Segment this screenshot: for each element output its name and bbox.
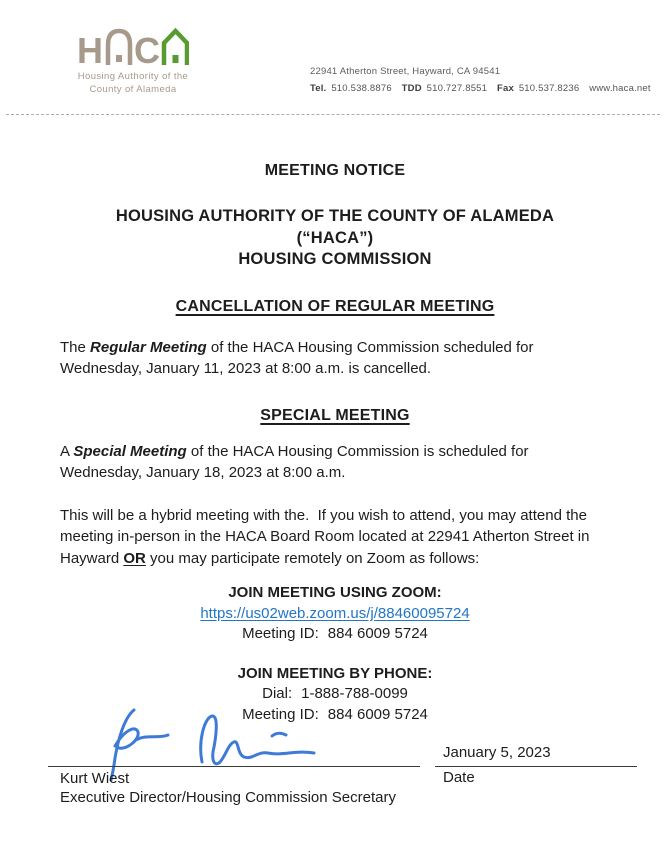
org-commission-line: HOUSING COMMISSION: [238, 250, 432, 268]
letterhead-contact: [310, 66, 651, 94]
cancellation-heading: CANCELLATION OF REGULAR MEETING: [175, 297, 495, 315]
org-abbrev-line: (“HACA”): [296, 228, 374, 247]
tel-number: 510.538.8876: [331, 83, 392, 94]
date-label: Date: [443, 769, 475, 786]
meeting-id-value: 884 6009 5724: [327, 625, 428, 642]
street-address: 22941 Atherton Street, Hayward, CA 94541: [310, 66, 501, 77]
document-body: [0, 162, 666, 725]
signature-line: [48, 766, 420, 767]
date-line: [435, 766, 637, 767]
website-url: www.haca.net: [589, 83, 651, 94]
meeting-id-value: 884 6009 5724: [327, 705, 428, 723]
zoom-meeting-id-line: [60, 624, 610, 645]
header-divider: [6, 114, 660, 115]
signer-title: Executive Director/Housing Commission Secretary: [60, 789, 396, 806]
special-meeting-emphasis: Special Meeting: [73, 442, 187, 460]
fax-number: 510.537.8236: [518, 83, 580, 94]
organization-heading: [60, 206, 610, 271]
signature-block: [0, 700, 666, 840]
tel-label: Tel.: [310, 83, 327, 94]
dial-label: Dial:: [262, 685, 293, 702]
special-meeting-heading: SPECIAL MEETING: [260, 406, 410, 424]
tdd-label: TDD: [401, 83, 422, 94]
dial-number: 1-888-788-0099: [301, 685, 408, 702]
haca-logo-icon: [77, 26, 189, 68]
logo-letter-h: H: [77, 30, 103, 68]
haca-logo: [58, 26, 208, 96]
or-emphasis: OR: [123, 549, 146, 567]
phone-fax-line: [310, 83, 651, 94]
hybrid-meeting-paragraph: This will be a hybrid meeting with the. If you wish to attend, you may attend the meeting in-person in the HACA Board Room located at 22941 Atherton Street in Hayward OR you may participate remotely on Zoom as follows:: [60, 506, 594, 567]
meeting-id-label: Meeting ID:: [242, 705, 319, 723]
meeting-id-label: Meeting ID:: [242, 625, 319, 642]
special-meeting-paragraph: A Special Meeting of the HACA Housing Commission is scheduled for Wednesday, January 18, 2023 at 8:00 a.m.: [60, 442, 533, 481]
date-value: January 5, 2023: [443, 744, 551, 761]
letterhead: [0, 0, 666, 115]
zoom-heading: JOIN MEETING USING ZOOM:: [228, 584, 442, 601]
logo-tagline: [58, 70, 208, 96]
tdd-number: 510.727.8551: [426, 83, 488, 94]
logo-tagline-line1: Housing Authority of the: [77, 71, 189, 82]
logo-letter-c: C: [134, 30, 160, 68]
fax-label: Fax: [497, 83, 514, 94]
document-title: MEETING NOTICE: [264, 162, 406, 179]
signer-name: Kurt Wiest: [60, 770, 130, 787]
logo-tagline-line2: County of Alameda: [89, 84, 177, 95]
regular-meeting-emphasis: Regular Meeting: [90, 338, 207, 356]
zoom-join-block: [60, 583, 610, 645]
org-name-line: HOUSING AUTHORITY OF THE COUNTY OF ALAMEDA: [115, 207, 555, 225]
zoom-meeting-link[interactable]: https://us02web.zoom.us/j/88460095724: [200, 604, 470, 622]
cancellation-paragraph: The Regular Meeting of the HACA Housing Commission scheduled for Wednesday, January 11, 2023 at 8:00 a.m. is cancelled.: [60, 338, 538, 377]
phone-heading: JOIN MEETING BY PHONE:: [237, 664, 433, 682]
